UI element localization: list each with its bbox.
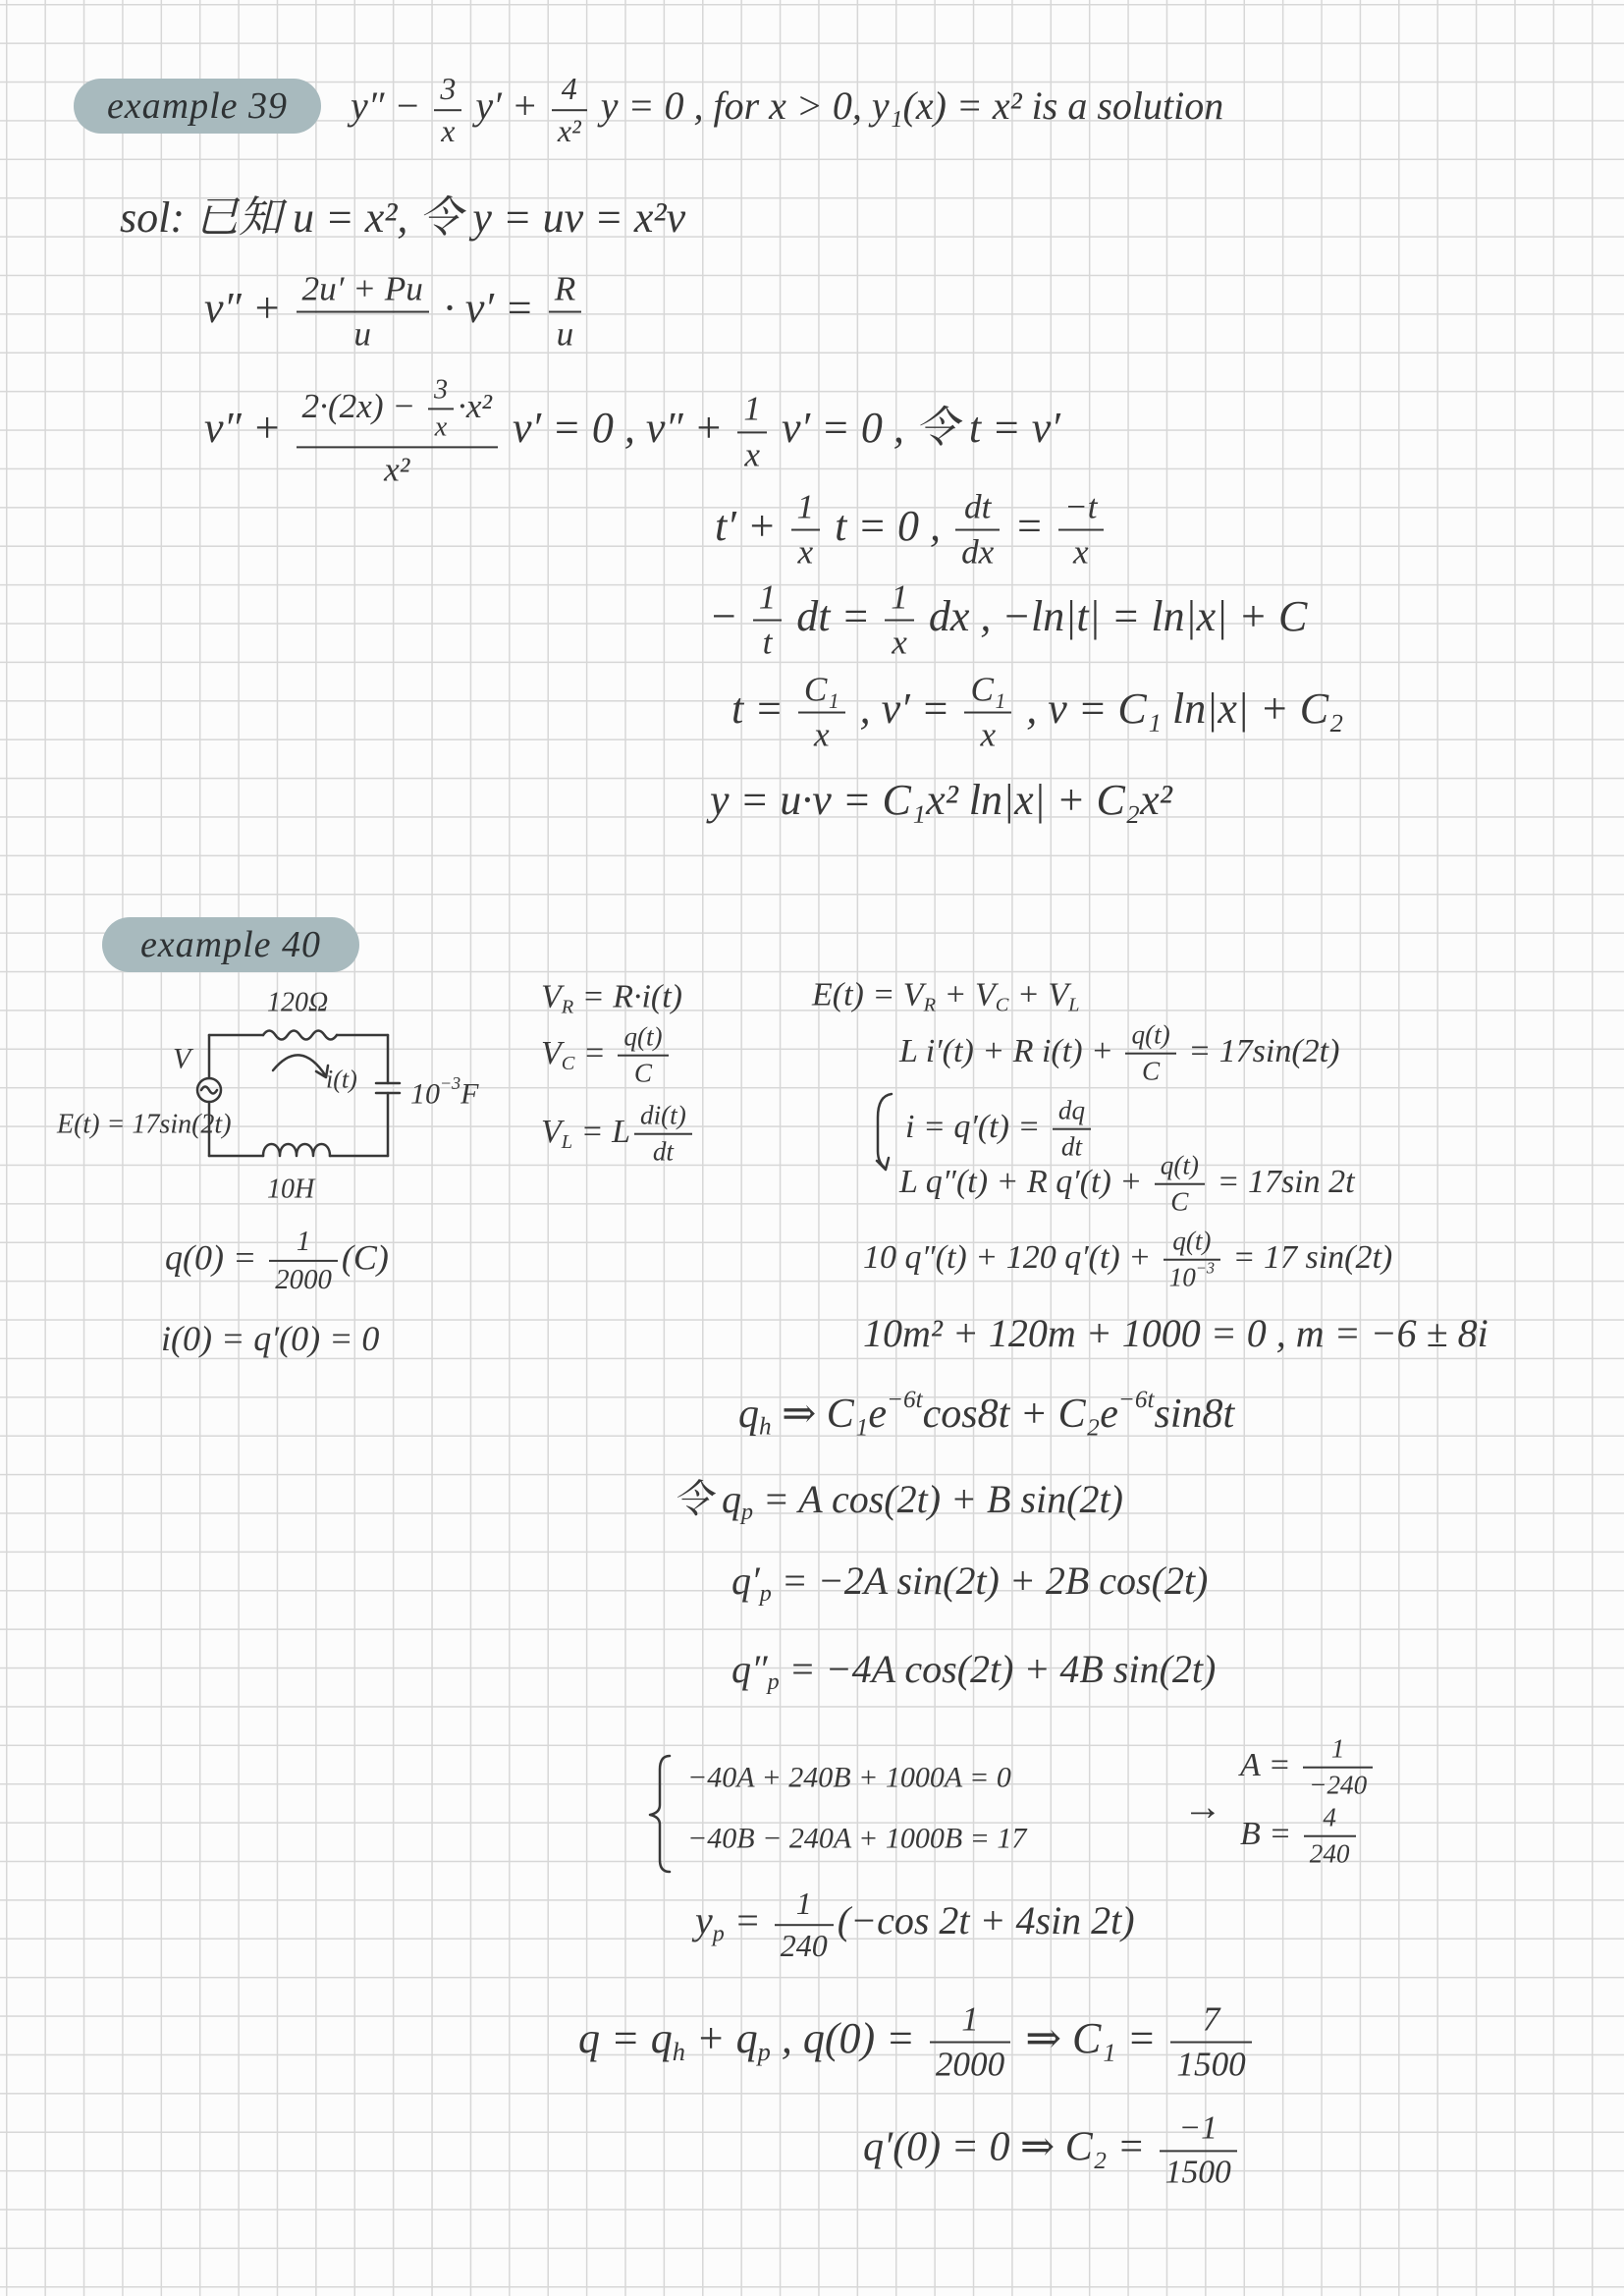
math-text: q(0) = (165, 1237, 266, 1278)
math-text: h (759, 1413, 772, 1441)
math-text: R (554, 269, 576, 308)
subscript (996, 994, 1009, 1015)
fraction-numerator (1166, 1227, 1217, 1259)
math-text: R (923, 994, 937, 1016)
math-text: = (574, 1034, 615, 1071)
superscript (1118, 1387, 1155, 1413)
math-text: L q″(t) + R q′(t) + (899, 1163, 1151, 1200)
superscript (1196, 1259, 1215, 1278)
math-text: t (762, 624, 773, 662)
math-text: p (741, 1500, 753, 1526)
math-text: V (173, 1042, 191, 1075)
math-text: −3 (1195, 1258, 1216, 1278)
derivative-condition (863, 2109, 1241, 2191)
fraction-numerator (737, 390, 767, 431)
math-text: q (738, 1391, 759, 1437)
math-text: x (797, 533, 814, 572)
circuit-equation (899, 1020, 1339, 1088)
math-text: i = q′(t) = (905, 1108, 1049, 1145)
math-text: −3 (440, 1073, 461, 1094)
subscript (562, 1053, 575, 1074)
math-text: x² (384, 450, 410, 489)
math-text: E(t) = 17sin(2t) (57, 1109, 232, 1140)
math-text: + V (936, 976, 996, 1013)
fraction-numerator (634, 1101, 692, 1133)
fraction-numerator (964, 671, 1011, 712)
fraction-numerator (434, 71, 461, 109)
solution-step-1 (120, 194, 685, 242)
fraction-denominator (618, 1055, 668, 1089)
brace-arrow-icon (864, 1088, 903, 1178)
subscript (1068, 994, 1079, 1015)
math-text: dx , −ln|t| = ln|x| + C (917, 592, 1308, 641)
voltage-inductor (541, 1101, 696, 1169)
math-text: C (633, 1059, 653, 1088)
math-text: u (556, 315, 574, 354)
math-text: C (561, 1052, 575, 1074)
subscript (768, 1669, 780, 1695)
math-text: , q(0) = (770, 2014, 926, 2063)
particular-first-derivative (731, 1558, 1209, 1608)
subscript (562, 996, 573, 1017)
math-text: 3 (433, 374, 449, 406)
resistor-icon (263, 1031, 337, 1040)
math-text: v″ + (204, 404, 293, 453)
fraction-numerator (885, 578, 914, 620)
math-text: V (541, 978, 562, 1015)
numeric-equation (863, 1227, 1392, 1294)
fraction-numerator (955, 2000, 985, 2042)
math-text: dt (1060, 1132, 1083, 1162)
math-text: 2u′ + Pu (301, 269, 423, 308)
fraction (428, 374, 454, 444)
fraction-denominator (753, 620, 783, 663)
math-text: h (672, 2037, 685, 2066)
fraction-numerator (1155, 1151, 1205, 1183)
math-text: 10m² + 120m + 1000 = 0 , m = −6 ± 8i (863, 1311, 1489, 1355)
subscript (759, 1413, 772, 1440)
fraction (549, 270, 582, 355)
math-text: 240 (780, 1928, 828, 1963)
fraction (1304, 1803, 1356, 1871)
math-text: F (460, 1077, 479, 1111)
fraction-denominator (428, 409, 454, 444)
math-text: E(t) = V (812, 976, 924, 1013)
fraction-numerator (753, 578, 783, 620)
resistor-label (267, 989, 328, 1019)
fraction-numerator (1197, 2000, 1226, 2042)
fraction-denominator (798, 712, 845, 755)
fraction-numerator (1326, 1734, 1351, 1767)
math-text: 1 (296, 1225, 311, 1257)
fraction (955, 488, 1000, 574)
fraction-numerator (958, 488, 997, 529)
fraction-numerator (297, 374, 498, 446)
fraction-numerator (428, 374, 454, 408)
math-text: v″ + (204, 284, 293, 333)
math-text: q(t) (1172, 1226, 1212, 1256)
voltage-resistor (541, 978, 682, 1018)
fraction-denominator (930, 2042, 1010, 2085)
fraction-denominator (269, 1260, 338, 1296)
fraction-numerator (556, 71, 583, 109)
math-text: −240 (1309, 1771, 1368, 1800)
math-text: dq (1057, 1095, 1086, 1125)
math-text: −1 (1178, 2109, 1218, 2147)
math-text: = (1003, 502, 1055, 551)
math-text: x (1072, 533, 1089, 572)
fraction-denominator (1164, 1259, 1220, 1293)
math-text: sol: 已知 u = x², 令 y = uv = x²v (120, 192, 686, 242)
math-text: 240 (1309, 1839, 1350, 1869)
math-text: = −4A cos(2t) + 4B sin(2t) (779, 1647, 1217, 1691)
fraction (798, 671, 845, 756)
implies-arrow-icon (1183, 1785, 1222, 1829)
solution-step-5 (709, 578, 1307, 664)
math-text: 1 (796, 487, 815, 526)
system-equation-1 (687, 1762, 1011, 1794)
fraction-numerator (1058, 488, 1104, 529)
math-text: −40B − 240A + 1000B = 17 (687, 1822, 1027, 1855)
fraction-numerator (1053, 1096, 1091, 1128)
solution-step-4 (715, 488, 1108, 574)
math-text: 120Ω (267, 987, 329, 1018)
voltage-capacitor (541, 1022, 673, 1090)
current-label (326, 1066, 357, 1095)
math-text: C₁ (803, 670, 839, 709)
math-text: 2·(2x) − (301, 386, 424, 425)
general-solution (578, 2000, 1256, 2086)
math-text: y′ + (465, 83, 548, 129)
math-text: dt (652, 1137, 674, 1167)
math-text: 3 (440, 71, 457, 107)
system-brace-icon (640, 1750, 679, 1878)
fraction-numerator (791, 488, 821, 529)
math-text: 10 q″(t) + 120 q′(t) + (863, 1238, 1160, 1276)
fraction (885, 578, 914, 664)
fraction-denominator (1160, 2150, 1237, 2192)
math-text: p (712, 1921, 725, 1947)
example-39-badge (74, 79, 321, 134)
fraction (297, 270, 429, 355)
math-text: p (767, 1669, 780, 1696)
math-text: = 17sin 2t (1209, 1163, 1355, 1200)
math-text: q′(0) = 0 ⇒ C₂ = (863, 2124, 1156, 2170)
math-text: A = (1240, 1746, 1300, 1783)
initial-charge (165, 1226, 389, 1296)
math-text: x (813, 716, 830, 754)
math-text: = R·i(t) (573, 978, 682, 1015)
math-text: (−cos 2t + 4sin 2t) (837, 1898, 1135, 1943)
example-40-badge (102, 917, 359, 972)
math-text: + q (684, 2014, 758, 2063)
fraction (634, 1101, 692, 1169)
math-text: 令 q (673, 1477, 741, 1521)
math-text: t′ + (715, 502, 787, 551)
math-text: t = 0 , (824, 502, 952, 551)
math-text: 1 (758, 577, 777, 617)
fraction-denominator (297, 311, 429, 355)
characteristic-equation (863, 1312, 1489, 1355)
initial-current (161, 1320, 379, 1359)
math-text: 1500 (1164, 2154, 1231, 2190)
math-text: 10 (1168, 1263, 1196, 1292)
math-text: x² (557, 113, 581, 148)
fraction (753, 578, 783, 664)
math-text: q″ (731, 1647, 768, 1691)
fraction-numerator (798, 671, 845, 712)
fraction-numerator (297, 270, 429, 311)
emf-label (57, 1111, 232, 1141)
math-text: 1 (891, 577, 908, 617)
fraction-denominator (1125, 1053, 1175, 1087)
math-text: dt = (785, 592, 882, 641)
fraction (1170, 2000, 1251, 2086)
superscript (440, 1073, 460, 1093)
inductor-label (267, 1175, 314, 1206)
math-text: C (1170, 1187, 1189, 1217)
subscript (713, 1921, 725, 1946)
math-text: = 17sin(2t) (1179, 1032, 1340, 1069)
fraction (1164, 1227, 1220, 1294)
fraction-denominator (1058, 529, 1104, 573)
math-text: ⇒ C₁e (771, 1391, 888, 1437)
badge-label: example 39 (106, 85, 289, 127)
math-text: L (561, 1130, 573, 1153)
capacitor-icon (376, 1083, 400, 1093)
fraction-numerator (291, 1226, 316, 1260)
fraction-numerator (1317, 1803, 1342, 1835)
math-text: di(t) (639, 1100, 686, 1130)
fraction-numerator (549, 270, 582, 311)
fraction-denominator (297, 446, 498, 489)
math-text: y = u·v = C₁x² ln|x| + C₂x² (710, 775, 1172, 824)
fraction (737, 390, 767, 475)
subscript (924, 994, 936, 1015)
math-text: V (541, 1113, 562, 1150)
charge-equation (899, 1151, 1355, 1219)
math-text: sin8t (1154, 1391, 1235, 1437)
math-text: q = q (578, 2014, 673, 2063)
source-label (173, 1043, 190, 1075)
math-text: q(t) (1131, 1019, 1170, 1050)
math-text: 10H (267, 1174, 315, 1205)
fraction (618, 1022, 668, 1090)
math-text: t = (731, 684, 794, 734)
math-text: (C) (341, 1237, 389, 1278)
math-text: B = (1240, 1815, 1300, 1852)
subscript (562, 1131, 572, 1153)
kvl-equation (812, 976, 1080, 1016)
math-text: q′ (731, 1558, 760, 1603)
superscript (887, 1387, 923, 1413)
math-text: V (541, 1034, 562, 1071)
math-text: R (561, 996, 574, 1018)
math-text: q(t) (623, 1021, 663, 1052)
math-text: dx (961, 533, 995, 572)
math-text: , v′ = (848, 684, 961, 734)
fraction (1160, 2109, 1237, 2191)
math-text: x (434, 411, 448, 443)
math-text: −t (1063, 487, 1098, 526)
math-text: i(t) (326, 1065, 357, 1094)
fraction-numerator (1173, 2109, 1223, 2150)
fraction-denominator (955, 529, 1000, 573)
homogeneous-solution (738, 1386, 1235, 1441)
fraction (1058, 488, 1104, 574)
fraction (269, 1226, 338, 1296)
particular-guess (673, 1477, 1123, 1526)
math-text: = L (572, 1113, 630, 1150)
system-equation-2 (687, 1823, 1026, 1855)
math-text: 4 (1323, 1802, 1336, 1832)
fraction (791, 488, 821, 574)
fraction-denominator (737, 431, 767, 474)
math-text: x (441, 113, 456, 148)
fraction-numerator (1125, 1020, 1175, 1053)
fraction (1125, 1020, 1175, 1088)
particular-solution (695, 1886, 1135, 1964)
math-text: p (757, 2037, 771, 2066)
fraction-denominator (549, 311, 582, 355)
math-text: x (892, 624, 907, 662)
fraction-denominator (964, 712, 1011, 755)
math-text: y = 0 , for x > 0, y₁(x) = x² is a solution (590, 83, 1224, 129)
fraction (297, 374, 498, 489)
particular-second-derivative (731, 1647, 1217, 1696)
math-text: v′ = 0 , v″ + (501, 404, 734, 453)
subscript (673, 2037, 685, 2066)
fraction (552, 71, 587, 149)
coefficient-b (1240, 1803, 1360, 1871)
math-text: −6t (1117, 1386, 1155, 1413)
fraction-denominator (791, 529, 821, 573)
math-text: ·x² (458, 386, 492, 425)
fraction-denominator (552, 109, 587, 149)
math-text: → (1183, 1784, 1222, 1829)
math-text: 1 (1330, 1733, 1345, 1764)
math-text: 1500 (1176, 2046, 1246, 2084)
solution-step-7 (710, 777, 1172, 824)
fraction-denominator (775, 1924, 834, 1964)
fraction-denominator (1303, 1767, 1373, 1801)
math-text: = −2A sin(2t) + 2B cos(2t) (771, 1558, 1209, 1603)
solution-step-3 (204, 374, 1060, 489)
math-text: + V (1008, 976, 1069, 1013)
subscript (760, 1581, 772, 1607)
math-text: = (724, 1898, 771, 1943)
math-text: q(t) (1160, 1150, 1199, 1180)
solution-step-6 (731, 671, 1343, 756)
problem-statement (351, 71, 1223, 149)
fraction (1303, 1734, 1373, 1802)
math-text: C₁ (970, 670, 1006, 709)
fraction-denominator (1170, 2042, 1251, 2085)
ac-source-wave (201, 1087, 217, 1094)
math-text: = A cos(2t) + B sin(2t) (753, 1477, 1123, 1521)
math-text: x (980, 716, 997, 754)
fraction (434, 71, 461, 149)
math-text: p (759, 1581, 772, 1608)
math-text: −6t (887, 1386, 923, 1413)
math-text: dt (963, 487, 992, 526)
fraction-numerator (790, 1886, 818, 1924)
fraction-denominator (885, 620, 914, 663)
math-text: −40A + 240B + 1000A = 0 (687, 1761, 1011, 1794)
math-text: 2000 (275, 1264, 332, 1295)
math-text: y″ − (351, 83, 431, 129)
math-text: 2000 (935, 2046, 1005, 2084)
fraction (964, 671, 1011, 756)
math-text: ⇒ C₁ = (1014, 2014, 1167, 2063)
math-text: 7 (1202, 1999, 1220, 2039)
fraction-denominator (634, 1133, 692, 1168)
capacitor-label (410, 1073, 479, 1111)
math-text: i(0) = q′(0) = 0 (161, 1319, 380, 1359)
fraction (775, 1886, 834, 1964)
math-text: x (744, 435, 760, 473)
math-text: 10 (410, 1077, 440, 1111)
fraction-denominator (1304, 1835, 1356, 1870)
fraction-denominator (434, 109, 461, 149)
subscript (741, 1500, 753, 1525)
math-text: 1 (743, 389, 761, 428)
fraction-denominator (1155, 1183, 1205, 1218)
math-text: 4 (561, 71, 577, 107)
inductor-icon (263, 1144, 330, 1156)
fraction (1155, 1151, 1205, 1219)
solution-step-2 (204, 270, 585, 355)
fraction (930, 2000, 1010, 2086)
current-arrow-icon (273, 1055, 328, 1077)
fraction-numerator (618, 1022, 668, 1055)
math-text: y (695, 1898, 713, 1943)
math-text: cos8t + C₂e (922, 1391, 1118, 1437)
math-text: = 17 sin(2t) (1224, 1238, 1393, 1276)
math-text: L (1068, 994, 1080, 1016)
subscript (758, 2037, 771, 2066)
math-text: C (1142, 1057, 1161, 1086)
math-text: 1 (961, 1999, 979, 2039)
math-text: u (353, 315, 371, 354)
math-text: , v = C₁ ln|x| + C₂ (1015, 684, 1344, 734)
badge-label: example 40 (139, 924, 322, 965)
coefficient-a (1240, 1734, 1377, 1802)
math-text: − (709, 592, 749, 641)
math-text: v′ = 0 , 令 t = v′ (770, 404, 1060, 453)
math-text: · v′ = (432, 284, 545, 333)
math-text: 1 (795, 1886, 812, 1922)
math-text: L i′(t) + R i(t) + (899, 1032, 1122, 1069)
math-text: C (995, 994, 1009, 1016)
